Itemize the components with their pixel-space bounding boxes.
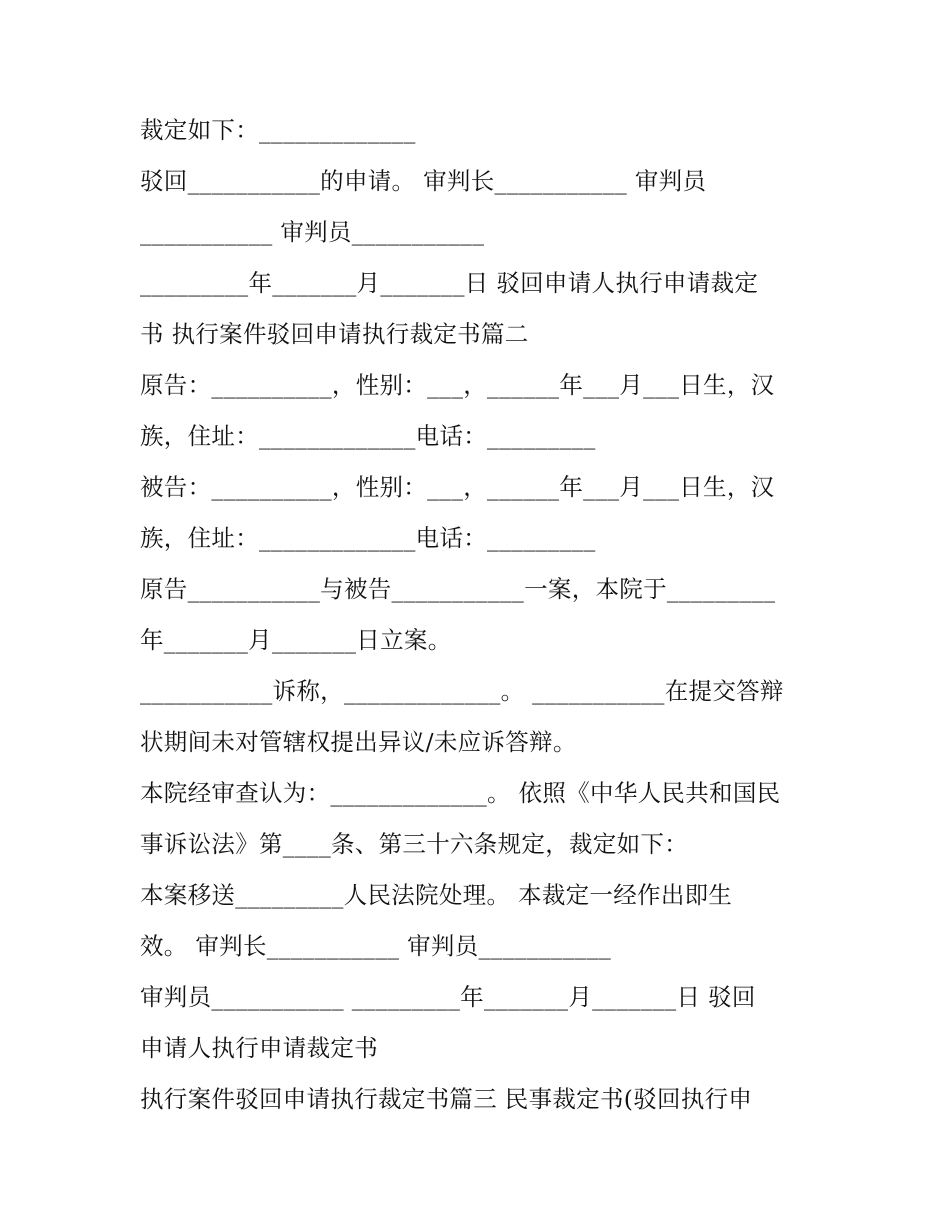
text-line: _________年_______月_______日 驳回申请人执行申请裁定 — [140, 269, 759, 297]
text-line: 年_______月_______日立案。 — [140, 626, 452, 654]
text-line: 效。 审判长___________ 审判员___________ — [140, 932, 612, 960]
text-line: 执行案件驳回申请执行裁定书篇三 民事裁定书(驳回执行申 — [140, 1085, 753, 1113]
text-line: 状期间未对管辖权提出异议/未应诉答辩。 — [140, 728, 577, 756]
text-line: 被告：__________，性别：___，______年___月___日生，汉 — [140, 473, 775, 501]
text-line: 族，住址：_____________电话：_________ — [140, 422, 596, 450]
text-line: 书 执行案件驳回申请执行裁定书篇二 — [140, 320, 529, 348]
text-line: 族，住址：_____________电话：_________ — [140, 524, 596, 552]
document-body — [140, 110, 820, 1130]
text-line: 原告___________与被告___________一案，本院于_________ — [140, 575, 776, 603]
text-line: 原告：__________，性别：___，______年___月___日生，汉 — [140, 371, 775, 399]
text-line: 事诉讼法》第____条、第三十六条规定，裁定如下： — [140, 830, 688, 858]
text-line: 申请人执行申请裁定书 — [140, 1034, 378, 1062]
text-line: 本院经审查认为：_____________。 依照《中华人民共和国民 — [140, 779, 781, 807]
text-line: 本案移送_________人民法院处理。 本裁定一经作出即生 — [140, 881, 733, 909]
text-line: 驳回___________的申请。 审判长___________ 审判员 — [140, 167, 707, 195]
text-line: ___________ 审判员___________ — [140, 218, 485, 246]
text-line: 裁定如下：_____________ — [140, 116, 416, 144]
text-line: ___________诉称，_____________。 ___________在提交答辩 — [140, 677, 784, 705]
text-line: 审判员___________ _________年_______月_______日 驳回 — [140, 983, 756, 1011]
